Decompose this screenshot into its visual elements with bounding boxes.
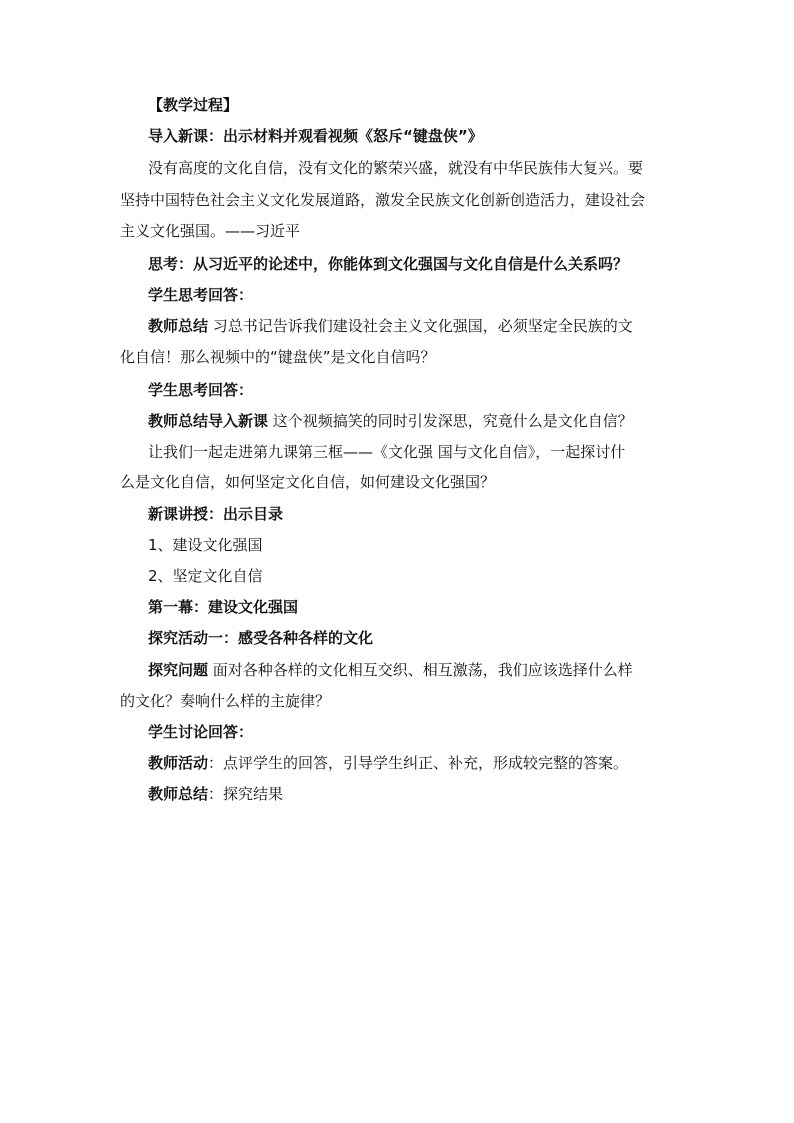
quote-line-1: 没有高度的文化自信，没有文化的繁荣兴盛，就没有中华民族伟大复兴。要 (148, 159, 644, 177)
teacher-activity (148, 753, 628, 773)
toc-item-1: 1、建设文化强国 (148, 536, 263, 554)
teacher-summary-2-text: 这个视频搞笑的同时引发深思，究竟什么是文化自信？ (268, 412, 633, 430)
teacher-activity-label: 教师活动 (148, 754, 209, 772)
teacher-summary-3-text: ：探究结果 (208, 785, 284, 803)
teacher-summary-2 (148, 411, 633, 431)
teacher-summary-3-label: 教师总结 (148, 785, 209, 803)
teacher-summary-1-line-2: 化自信！那么视频中的“键盘侠”是文化自信吗？ (120, 348, 436, 366)
lead-in-line-2: 么是文化自信，如何坚定文化自信，如何建设文化强国？ (120, 473, 496, 491)
section-heading: 【教学过程】 (148, 96, 239, 114)
quote-line-3: 主义文化强国。——习近平 (120, 222, 301, 240)
student-discussion: 学生讨论回答： (148, 723, 254, 741)
explore-activity-1: 探究活动一：感受各种各样的文化 (148, 629, 374, 647)
teacher-summary-1-label: 教师总结 (148, 317, 209, 335)
thinking-question: 思考：从习近平的论述中，你能体到文化强国与文化自信是什么关系吗？ (148, 255, 629, 273)
explore-question-text: 面对各种各样的文化相互交织、相互激荡，我们应该选择什么样 (208, 661, 633, 679)
student-answer-2: 学生思考回答： (148, 381, 254, 399)
toc-item-2: 2、坚定文化自信 (148, 567, 263, 585)
teacher-summary-3 (148, 784, 283, 804)
quote-line-2: 坚持中国特色社会主义文化发展道路，激发全民族文化创新创造活力，建设社会 (120, 191, 646, 209)
explore-question-line-2: 的文化？奏响什么样的主旋律？ (120, 692, 331, 710)
teacher-activity-text: ：点评学生的回答，引导学生纠正、补充，形成较完整的答案。 (208, 754, 629, 772)
student-answer-1: 学生思考回答： (148, 286, 254, 304)
new-lesson-label: 新课讲授：出示目录 (148, 505, 284, 523)
explore-question (148, 660, 633, 680)
teacher-summary-1 (148, 316, 633, 336)
lead-in-line-1: 让我们一起走进第九课第三框——《文化强 国与文化自信》，一起探讨什 (148, 443, 626, 461)
teacher-summary-1-text: 习总书记告诉我们建设社会主义文化强国，必须坚定全民族的文 (208, 317, 633, 335)
intro-label: 导入新课：出示材料并观看视频《怒斥“键盘侠”》 (148, 127, 483, 145)
act-one-heading: 第一幕：建设文化强国 (148, 598, 299, 616)
teacher-summary-2-label: 教师总结导入新课 (148, 412, 269, 430)
explore-question-label: 探究问题 (148, 661, 209, 679)
